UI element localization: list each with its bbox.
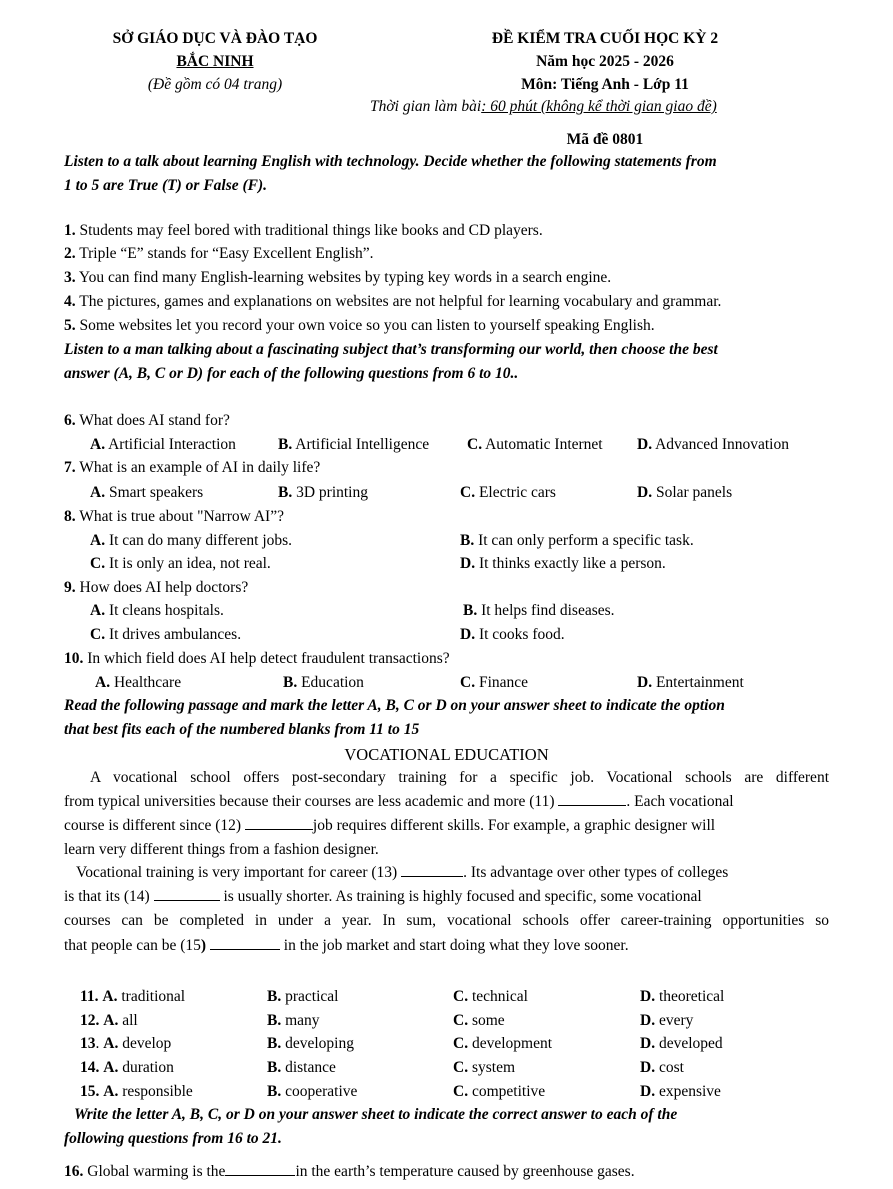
blank-16[interactable] [225, 1163, 295, 1176]
section3-instruction-line2: that best fits each of the numbered blanks from 11 to 15 [64, 721, 420, 738]
q14-option-b[interactable]: B. distance [267, 1059, 336, 1076]
q6-option-c[interactable]: C. Automatic Internet [467, 436, 603, 453]
q11-option-b[interactable]: B. practical [267, 988, 339, 1005]
q14-option-d[interactable]: D. cost [640, 1059, 684, 1076]
statement-2: 2. Triple “E” stands for “Easy Excellent English”. [64, 245, 374, 262]
q10-option-d[interactable]: D. Entertainment [637, 674, 744, 691]
province-name: BẮC NINH [176, 53, 254, 70]
exam-code: Mã đề 0801 [566, 131, 644, 148]
section4-instruction-line1: Write the letter A, B, C, or D on your answer sheet to indicate the correct answer to each of the [74, 1106, 678, 1123]
q14-option-a[interactable]: 14. A. duration [80, 1059, 174, 1076]
passage-p2-line1: Vocational training is very important for career (13) . Its advantage over other types of colleges [76, 864, 729, 881]
section3-instruction-line1: Read the following passage and mark the letter A, B, C or D on your answer sheet to indicate the option [64, 697, 725, 714]
passage-p1-line2: from typical universities because their courses are less academic and more (11) . Each vocational [64, 793, 734, 810]
q10-option-a[interactable]: A. Healthcare [95, 674, 182, 691]
q9-option-b[interactable]: B. It helps find diseases. [463, 602, 615, 619]
passage-p2-line2: is that its (14) is usually shorter. As training is highly focused and specific, some vocational [64, 888, 702, 905]
q13-option-b[interactable]: B. developing [267, 1035, 354, 1052]
q8-option-b[interactable]: B. It can only perform a specific task. [460, 532, 694, 549]
q6-option-d[interactable]: D. Advanced Innovation [637, 436, 789, 453]
question-16: 16. Global warming is the in the earth’s temperature caused by greenhouse gases. [64, 1163, 635, 1180]
q13-option-a[interactable]: 13. A. develop [80, 1035, 172, 1052]
question-7: 7. What is an example of AI in daily life? [64, 459, 321, 476]
question-8: 8. What is true about "Narrow AI”? [64, 508, 284, 525]
passage-p1-line1: A vocational school offers post-secondary training for a specific job. Vocational schools are different [90, 769, 829, 786]
time-limit: Thời gian làm bài: 60 phút (không kể thời gian giao đề) [370, 98, 717, 115]
section1-instruction-line1: Listen to a talk about learning English with technology. Decide whether the following statements from [64, 153, 717, 170]
q13-option-d[interactable]: D. developed [640, 1035, 723, 1052]
q13-option-c[interactable]: C. development [453, 1035, 553, 1052]
q14-option-c[interactable]: C. system [453, 1059, 516, 1076]
q12-option-b[interactable]: B. many [267, 1012, 320, 1029]
blank-11[interactable] [558, 793, 626, 806]
q7-option-a[interactable]: A. Smart speakers [90, 484, 204, 501]
q8-option-a[interactable]: A. It can do many different jobs. [90, 532, 293, 549]
blank-13[interactable] [401, 864, 463, 877]
section2-instruction-line1: Listen to a man talking about a fascinating subject that’s transforming our world, then choose the best [64, 341, 718, 358]
exam-title: ĐỀ KIỂM TRA CUỐI HỌC KỲ 2 [491, 30, 719, 47]
q8-option-c[interactable]: C. It is only an idea, not real. [90, 555, 271, 572]
q7-option-c[interactable]: C. Electric cars [460, 484, 556, 501]
section4-instruction-line2: following questions from 16 to 21. [64, 1130, 282, 1147]
passage-title: VOCATIONAL EDUCATION [344, 745, 549, 764]
q11-option-a[interactable]: 11. A. traditional [80, 988, 186, 1005]
q9-option-d[interactable]: D. It cooks food. [460, 626, 565, 643]
q8-option-d[interactable]: D. It thinks exactly like a person. [460, 555, 666, 572]
statement-3: 3. You can find many English-learning websites by typing key words in a search engine. [64, 269, 612, 286]
q11-option-d[interactable]: D. theoretical [640, 988, 725, 1005]
passage-p1-line4: learn very different things from a fashion designer. [64, 841, 379, 858]
section2-instruction-line2: answer (A, B, C or D) for each of the following questions from 6 to 10.. [64, 365, 519, 382]
q6-option-a[interactable]: A. Artificial Interaction [90, 436, 236, 453]
q9-option-c[interactable]: C. It drives ambulances. [90, 626, 242, 643]
q10-option-c[interactable]: C. Finance [460, 674, 529, 691]
passage-p2-line4: that people can be (15) in the job market and start doing what they love sooner. [64, 937, 629, 954]
q7-option-d[interactable]: D. Solar panels [637, 484, 733, 501]
passage-p2-line3: courses can be completed in under a year. In sum, vocational schools offer career-training opportunities so [64, 912, 829, 929]
blank-12[interactable] [245, 817, 313, 830]
q15-option-a[interactable]: 15. A. responsible [80, 1083, 193, 1100]
q12-option-c[interactable]: C. some [453, 1012, 505, 1029]
question-10: 10. In which field does AI help detect fraudulent transactions? [64, 650, 450, 667]
blank-14[interactable] [154, 888, 220, 901]
section1-instruction-line2: 1 to 5 are True (T) or False (F). [64, 177, 268, 194]
question-6: 6. What does AI stand for? [64, 412, 230, 429]
statement-5: 5. Some websites let you record your own voice so you can listen to yourself speaking English. [64, 317, 655, 334]
q9-option-a[interactable]: A. It cleans hospitals. [90, 602, 224, 619]
blank-15[interactable] [210, 937, 280, 950]
q15-option-c[interactable]: C. competitive [453, 1083, 546, 1100]
q12-option-d[interactable]: D. every [640, 1012, 694, 1029]
page-count-note: (Đề gồm có 04 trang) [147, 76, 283, 93]
q11-option-c[interactable]: C. technical [453, 988, 528, 1005]
q10-option-b[interactable]: B. Education [283, 674, 364, 691]
school-year: Năm học 2025 - 2026 [536, 53, 674, 70]
statement-4: 4. The pictures, games and explanations on websites are not helpful for learning vocabulary and grammar. [64, 293, 722, 310]
q15-option-b[interactable]: B. cooperative [267, 1083, 358, 1100]
q7-option-b[interactable]: B. 3D printing [278, 484, 368, 501]
passage-p1-line3: course is different since (12) job requires different skills. For example, a graphic designer will [64, 817, 716, 834]
statement-1: 1. Students may feel bored with traditional things like books and CD players. [64, 222, 543, 239]
question-9: 9. How does AI help doctors? [64, 579, 249, 596]
q15-option-d[interactable]: D. expensive [640, 1083, 721, 1100]
q6-option-b[interactable]: B. Artificial Intelligence [278, 436, 430, 453]
q12-option-a[interactable]: 12. A. all [80, 1012, 138, 1029]
subject-line: Môn: Tiếng Anh - Lớp 11 [521, 76, 689, 93]
department-name: SỞ GIÁO DỤC VÀ ĐÀO TẠO [112, 30, 318, 47]
